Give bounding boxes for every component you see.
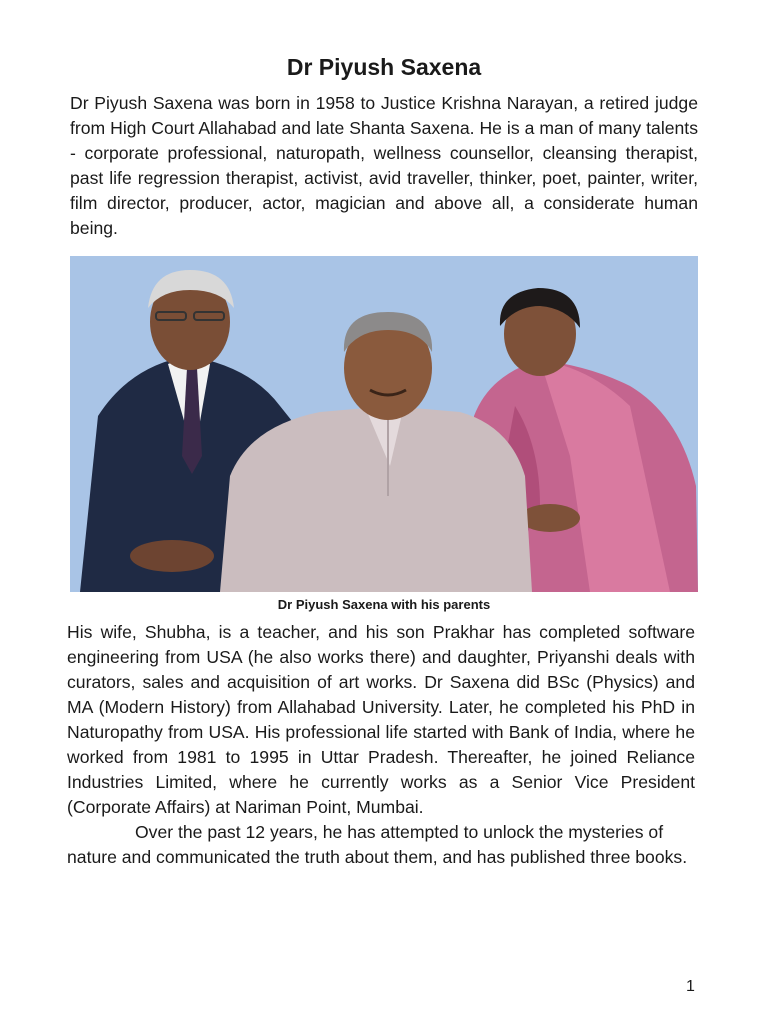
body-paragraph-1: His wife, Shubha, is a teacher, and his son Prakhar has completed software engineering from USA (he also works there) and daughter, Priyanshi deals with curators, sales and acquisition of art works. Dr Saxena did BSc (Physics) and MA (Modern History) from Allahabad University. Later, he completed his PhD in Naturopathy from USA. His professional life started with Bank of India, where he worked from 1981 to 1995 in Uttar Pradesh. Thereafter, he joined Reliance Industries Limited, where he currently works as a Senior Vice President (Corporate Affairs) at Nariman Point, Mumbai. <box>67 622 695 817</box>
body-text <box>67 620 695 870</box>
family-photo <box>70 256 698 592</box>
family-photo-illustration <box>70 256 698 592</box>
body-paragraph-2: Over the past 12 years, he has attempted to unlock the mysteries of nature and communicated the truth about them, and has published three books. <box>67 822 688 867</box>
page-title: Dr Piyush Saxena <box>286 54 482 80</box>
intro-paragraph: Dr Piyush Saxena was born in 1958 to Justice Krishna Narayan, a retired judge from High Court Allahabad and late Shanta Saxena. He is a man of many talents - corporate professional, naturopath, wellness counsellor, cleansing therapist, past life regression therapist, activist, avid traveller, thinker, poet, painter, writer, film director, producer, actor, magician and above all, a considerate human being. <box>70 93 698 238</box>
page-number: 1 <box>686 978 695 995</box>
photo-caption: Dr Piyush Saxena with his parents <box>277 597 491 612</box>
